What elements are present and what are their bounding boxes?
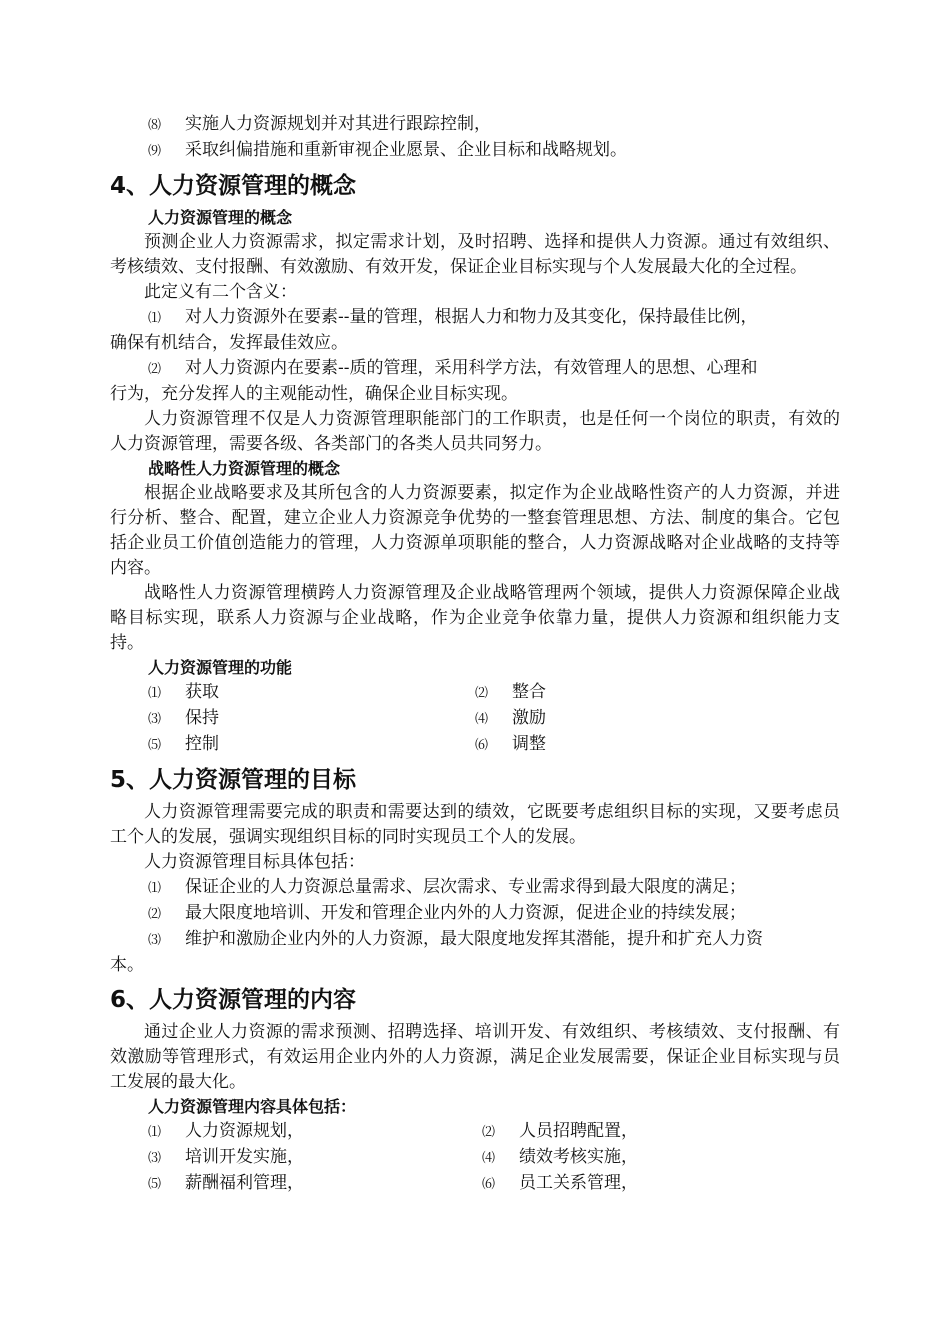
item-text: 员工关系管理， (519, 1173, 638, 1193)
item-number: ⑸ (148, 1177, 162, 1192)
functions-grid (110, 680, 840, 758)
item-number: ⑷ (475, 712, 489, 727)
item-number: ⑻ (148, 118, 162, 133)
document-page (110, 112, 840, 1197)
list-item (110, 305, 840, 331)
item-text: 保持 (185, 708, 219, 728)
list-item (110, 875, 840, 901)
paragraph: 人力资源管理不仅是人力资源管理职能部门的工作职责，也是任何一个岗位的职责，有效的人力资源管理，需要各级、各类部门的各类人员共同努力。 (110, 409, 840, 454)
list-item (110, 112, 840, 138)
list-item (110, 356, 840, 382)
item-continuation: 确保有机结合，发挥最佳效应。 (110, 333, 348, 353)
contents-grid (110, 1119, 840, 1197)
item-text: 最大限度地培训、开发和管理企业内外的人力资源，促进企业的持续发展； (185, 903, 746, 923)
item-text: 激励 (512, 708, 546, 728)
item-text: 维护和激励企业内外的人力资源，最大限度地发挥其潜能，提升和扩充人力资 (185, 929, 763, 949)
grid-item (482, 1145, 840, 1171)
item-text: 获取 (185, 682, 219, 702)
item-text: 调整 (512, 734, 546, 754)
item-number: ⑴ (148, 1125, 162, 1140)
item-number: ⑴ (148, 686, 162, 701)
section-heading-5: 5、人力资源管理的目标 (110, 767, 357, 793)
list-item (110, 901, 840, 927)
item-number: ⑶ (148, 933, 162, 948)
item-number: ⑹ (475, 738, 489, 753)
item-text: 薪酬福利管理， (185, 1173, 304, 1193)
item-number: ⑸ (148, 738, 162, 753)
subheading-hrm-concept: 人力资源管理的概念 (148, 208, 293, 227)
item-text: 培训开发实施， (185, 1147, 304, 1167)
grid-item (110, 732, 475, 758)
item-text: 采取纠偏措施和重新审视企业愿景、企业目标和战略规划。 (185, 140, 627, 160)
item-number: ⑷ (482, 1151, 496, 1166)
subheading-hrm-contents: 人力资源管理内容具体包括： (148, 1097, 357, 1116)
paragraph: 此定义有二个含义： (144, 282, 297, 302)
item-number: ⑴ (148, 311, 162, 326)
list-item (110, 138, 840, 164)
item-number: ⑶ (148, 1151, 162, 1166)
item-number: ⑹ (482, 1177, 496, 1192)
item-text: 人员招聘配置， (519, 1121, 638, 1141)
item-text: 对人力资源内在要素--质的管理，采用科学方法，有效管理人的思想、心理和 (185, 358, 758, 378)
subheading-hrm-functions: 人力资源管理的功能 (148, 658, 293, 677)
item-text: 人力资源规划， (185, 1121, 304, 1141)
item-text: 整合 (512, 682, 546, 702)
grid-item (482, 1119, 840, 1145)
item-text: 绩效考核实施， (519, 1147, 638, 1167)
grid-item (475, 732, 840, 758)
item-text: 保证企业的人力资源总量需求、层次需求、专业需求得到最大限度的满足； (185, 877, 746, 897)
item-number: ⑼ (148, 144, 162, 159)
paragraph: 通过企业人力资源的需求预测、招聘选择、培训开发、有效组织、考核绩效、支付报酬、有效激励等管理形式，有效运用企业内外的人力资源，满足企业发展需要，保证企业目标实现与员工发展的最大化。 (110, 1022, 840, 1092)
item-continuation: 行为，充分发挥人的主观能动性，确保企业目标实现。 (110, 384, 518, 404)
grid-item (482, 1171, 840, 1197)
list-item (110, 927, 840, 953)
item-text: 对人力资源外在要素--量的管理，根据人力和物力及其变化，保持最佳比例， (185, 307, 758, 327)
paragraph: 战略性人力资源管理横跨人力资源管理及企业战略管理两个领域，提供人力资源保障企业战略目标实现，联系人力资源与企业战略，作为企业竞争依靠力量，提供人力资源和组织能力支持。 (110, 583, 840, 653)
grid-item (110, 1171, 482, 1197)
item-number: ⑴ (148, 881, 162, 896)
paragraph: 预测企业人力资源需求，拟定需求计划，及时招聘、选择和提供人力资源。通过有效组织、考核绩效、支付报酬、有效激励、有效开发，保证企业目标实现与个人发展最大化的全过程。 (110, 232, 840, 277)
item-number: ⑵ (148, 362, 162, 377)
paragraph: 根据企业战略要求及其所包含的人力资源要素，拟定作为企业战略性资产的人力资源，并进行分析、整合、配置，建立企业人力资源竞争优势的一整套管理思想、方法、制度的集合。它包括企业员工价值创造能力的管理，人力资源单项职能的整合，人力资源战略对企业战略的支持等内容。 (110, 483, 840, 578)
grid-item (475, 706, 840, 732)
section-heading-6: 6、人力资源管理的内容 (110, 987, 357, 1013)
grid-item (110, 706, 475, 732)
grid-item (110, 1119, 482, 1145)
item-number: ⑶ (148, 712, 162, 727)
item-number: ⑵ (475, 686, 489, 701)
grid-item (110, 680, 475, 706)
item-number: ⑵ (482, 1125, 496, 1140)
subheading-strategic-hrm: 战略性人力资源管理的概念 (148, 459, 341, 478)
grid-item (475, 680, 840, 706)
paragraph: 人力资源管理需要完成的职责和需要达到的绩效，它既要考虑组织目标的实现，又要考虑员工个人的发展，强调实现组织目标的同时实现员工个人的发展。 (110, 802, 840, 847)
grid-item (110, 1145, 482, 1171)
item-text: 实施人力资源规划并对其进行跟踪控制， (185, 114, 491, 134)
paragraph: 人力资源管理目标具体包括： (144, 852, 365, 872)
item-text: 控制 (185, 734, 219, 754)
section-heading-4: 4、人力资源管理的概念 (110, 173, 357, 199)
item-continuation: 本。 (110, 955, 144, 975)
item-number: ⑵ (148, 907, 162, 922)
